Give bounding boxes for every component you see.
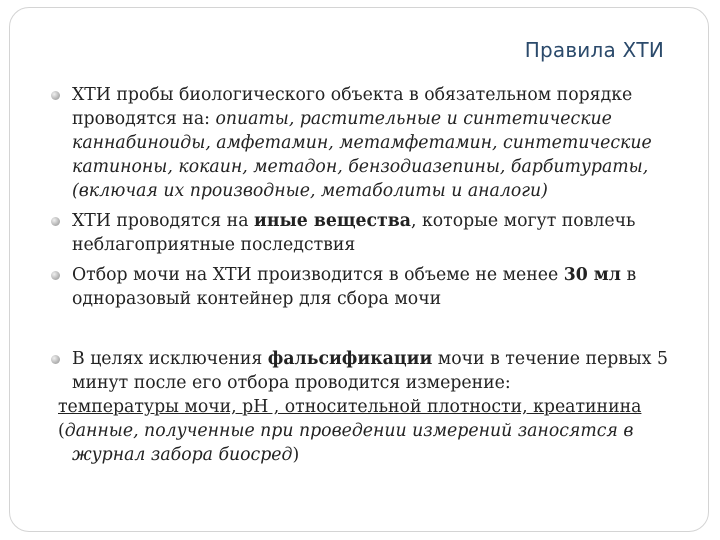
bullet-item-urine-volume [58, 263, 708, 311]
bullet-icon [51, 355, 60, 364]
bullet-icon [51, 91, 60, 100]
bullet-bold-text: 30 мл [563, 265, 621, 285]
note-text-2: журнал забора биосред [72, 445, 293, 465]
note-text-1: данные, полученные при проведении измерений заносятся в [64, 421, 634, 441]
bullet-icon [51, 271, 60, 280]
note-line-2 [58, 443, 694, 467]
slide-content [58, 83, 708, 473]
measurement-list: температуры мочи, рН , относительной плотности, креатинина [58, 397, 642, 417]
spacer [58, 317, 708, 347]
bullet-bold-text: иные вещества [254, 211, 411, 231]
bullet-item-opioids [58, 83, 708, 203]
bullet-text: Отбор мочи на ХТИ производится в объеме не менее [72, 265, 564, 285]
bullet-item-falsification [58, 347, 708, 467]
bullet-item-other-substances [58, 209, 708, 257]
slide-title: Правила ХТИ [524, 38, 664, 62]
bullet-text: ХТИ проводятся на [72, 211, 255, 231]
bullet-text-tail: мочи в течение первых 5 минут после его отбора проводится измерение: [72, 349, 669, 393]
note-open-paren: ( [58, 421, 65, 441]
note-close-paren: ) [292, 445, 300, 465]
bullet-text: ХТИ пробы биологического объекта в обязательном порядке проводятся на: [72, 85, 633, 129]
bullet-bold-text: фальсификации [267, 349, 433, 369]
bullet-text-tail: в одноразовый контейнер для сбора мочи [72, 265, 637, 309]
bullet-italic-text: опиаты, растительные и синтетические каннабиноиды, амфетамин, метамфетамин, синтетические катиноны, кокаин, метадон, бензодиазепины, барбитураты, (включая их производные, метаболиты и аналоги) [72, 109, 652, 201]
note-line-1 [58, 419, 694, 443]
slide-frame [9, 7, 709, 532]
bullet-icon [51, 217, 60, 226]
bullet-text-tail: , которые могут повлечь неблагоприятные последствия [72, 211, 636, 255]
bullet-text: В целях исключения [72, 349, 268, 369]
